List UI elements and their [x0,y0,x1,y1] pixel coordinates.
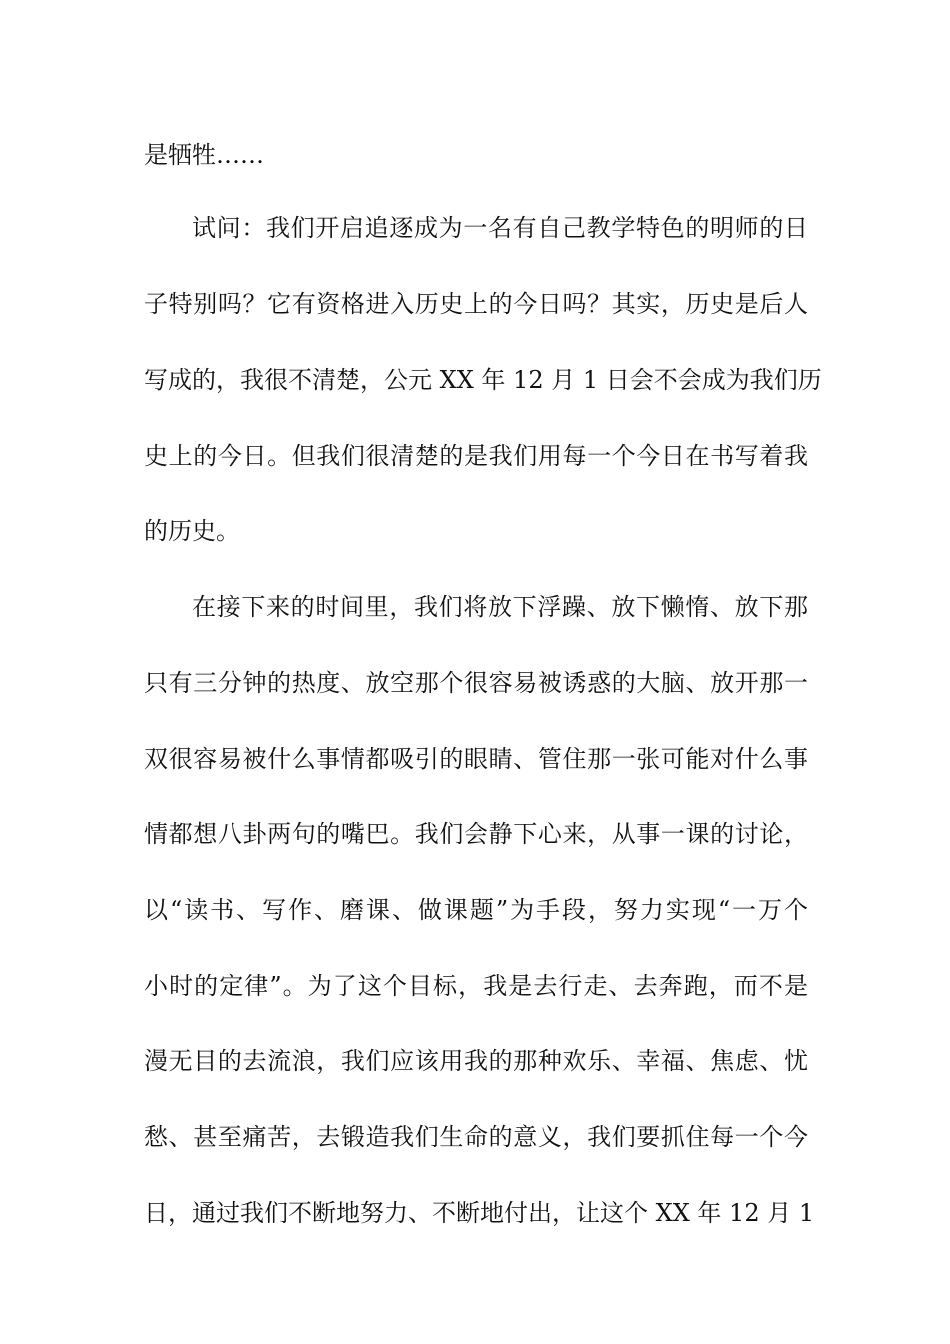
paragraph-first-line: 在接下来的时间里，我们将放下浮躁、放下懒惰、放下那 [192,593,808,621]
text-line: 情都想八卦两句的嘴巴。我们会静下心来，从事一课的讨论， [144,820,808,848]
text-line: 的历史。 [144,517,240,545]
paragraph-first-line: 试问：我们开启追逐成为一名有自己教学特色的明师的日 [192,214,808,242]
text-line: 是牺牲…… [144,141,264,169]
text-line: 子特别吗？它有资格进入历史上的今日吗？其实，历史是后人 [144,290,808,318]
text-line: 只有三分钟的热度、放空那个很容易被诱惑的大脑、放开那一 [144,669,808,697]
text-line: 以“读书、写作、磨课、做课题”为手段，努力实现“一万个 [144,896,808,924]
text-line: 史上的今日。但我们很清楚的是我们用每一个今日在书写着我 [144,442,808,470]
text-line: 双很容易被什么事情都吸引的眼睛、管住那一张可能对什么事 [144,745,808,773]
text-line: 漫无目的去流浪，我们应该用我的那种欢乐、幸福、焦虑、忧 [144,1047,808,1075]
text-line: 小时的定律”。为了这个目标，我是去行走、去奔跑，而不是 [144,972,808,1000]
text-line: 日，通过我们不断地努力、不断地付出，让这个 XX 年 12 月 1 [144,1199,815,1227]
text-line: 写成的，我很不清楚，公元 XX 年 12 月 1 日会不会成为我们历 [144,366,822,394]
text-line: 愁、甚至痛苦，去锻造我们生命的意义，我们要抓住每一个今 [144,1123,808,1151]
